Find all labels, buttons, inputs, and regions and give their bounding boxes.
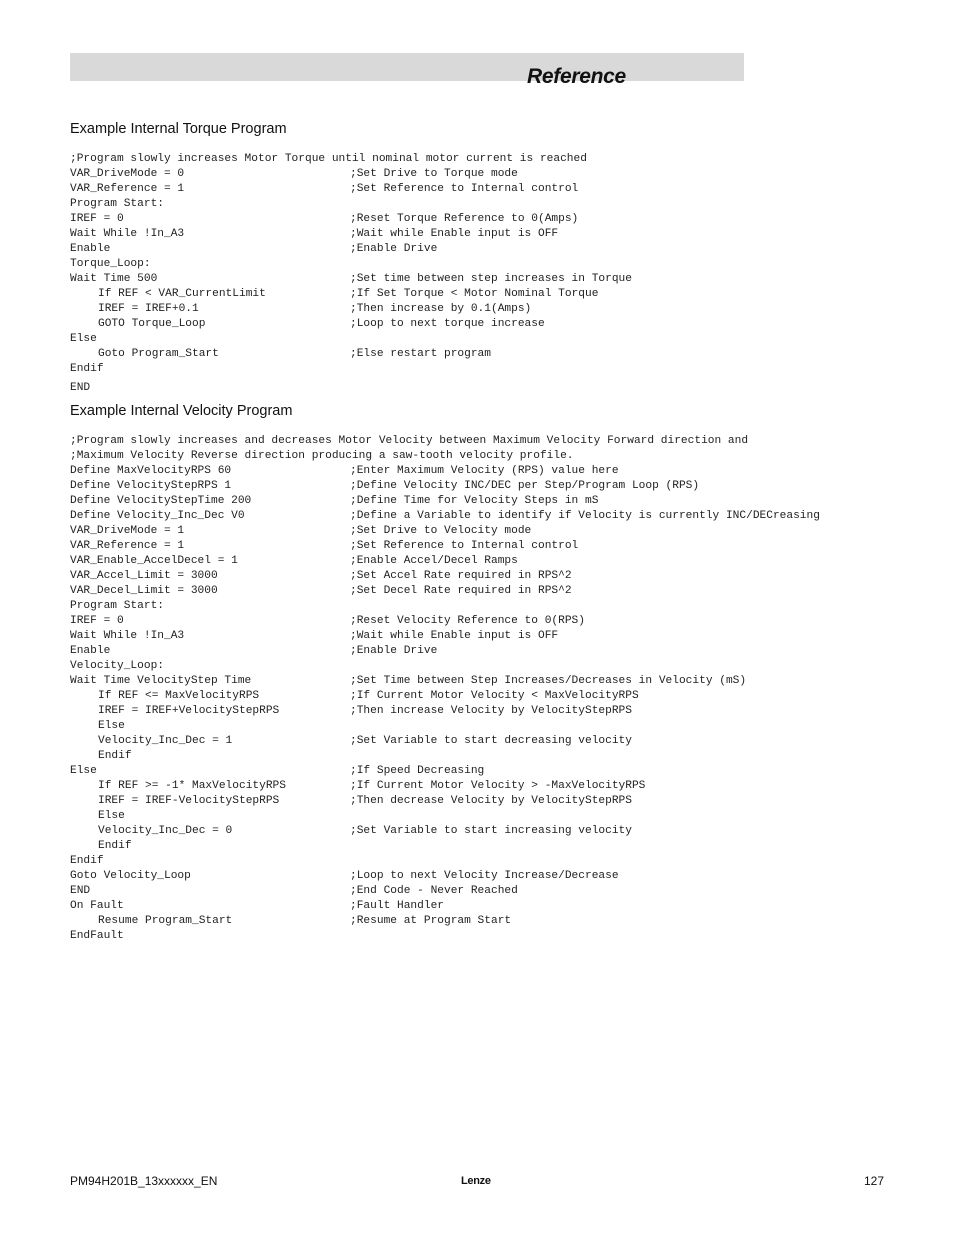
code-comment: ;Set Reference to Internal control: [350, 540, 579, 552]
code-statement: IREF = 0: [70, 213, 124, 225]
footer-page-number: 127: [864, 1174, 885, 1188]
code-comment: ;Loop to next Velocity Increase/Decrease: [350, 870, 619, 882]
code-statement: Define VelocityStepTime 200: [70, 495, 252, 507]
code-line: [70, 869, 940, 884]
code-comment: ;Reset Torque Reference to 0(Amps): [350, 213, 579, 225]
code-statement: Program Start:: [70, 600, 164, 612]
code-line: [70, 332, 940, 347]
code-line: [70, 227, 940, 242]
code-comment: ;Set Drive to Torque mode: [350, 168, 518, 180]
code-comment: ;Then increase by 0.1(Amps): [350, 303, 532, 315]
code-line: [70, 317, 940, 332]
code-comment: ;Enter Maximum Velocity (RPS) value here: [350, 465, 619, 477]
code-line: [70, 794, 940, 809]
code-statement: EndFault: [70, 930, 124, 942]
code-line: [70, 464, 940, 479]
code-line: [70, 764, 940, 779]
code-statement: Goto Velocity_Loop: [70, 870, 191, 882]
code-comment: ;Set time between step increases in Torque: [350, 273, 632, 285]
code-statement: On Fault: [70, 900, 124, 912]
code-statement: END: [70, 382, 91, 394]
code-statement: Endif: [70, 855, 104, 867]
code-statement: Endif: [98, 840, 132, 852]
code-comment: ;If Speed Decreasing: [350, 765, 485, 777]
code-comment: ;Set Variable to start increasing velocity: [350, 825, 632, 837]
code-line: [70, 599, 940, 614]
code-line: [70, 569, 940, 584]
code-comment: ;If Current Motor Velocity > -MaxVelocityRPS: [350, 780, 646, 792]
code-comment: ;Program slowly increases Motor Torque until nominal motor current is reached: [70, 153, 587, 165]
code-comment: ;End Code - Never Reached: [350, 885, 518, 897]
code-statement: IREF = IREF-VelocityStepRPS: [98, 795, 280, 807]
code-line: [70, 347, 940, 362]
code-comment: ;Reset Velocity Reference to 0(RPS): [350, 615, 585, 627]
code-line: [70, 167, 940, 182]
code-statement: END: [70, 885, 91, 897]
code-statement: Velocity_Loop:: [70, 660, 164, 672]
code-statement: Program Start:: [70, 198, 164, 210]
code-line: [70, 554, 940, 569]
code-comment: ;Then increase Velocity by VelocityStepRPS: [350, 705, 632, 717]
velocity-program-code: [70, 434, 940, 944]
code-line: [70, 629, 940, 644]
code-line: [70, 197, 940, 212]
code-statement: Else: [70, 333, 97, 345]
code-statement: Velocity_Inc_Dec = 0: [98, 825, 233, 837]
code-statement: If REF <= MaxVelocityRPS: [98, 690, 260, 702]
code-statement: Resume Program_Start: [98, 915, 233, 927]
code-statement: IREF = IREF+VelocityStepRPS: [98, 705, 280, 717]
code-comment: ;Enable Drive: [350, 645, 438, 657]
code-line: [70, 212, 940, 227]
code-statement: Wait While !In_A3: [70, 630, 185, 642]
torque-program-heading: Example Internal Torque Program: [70, 121, 287, 137]
code-comment: ;Set Reference to Internal control: [350, 183, 579, 195]
velocity-program-heading: Example Internal Velocity Program: [70, 403, 293, 419]
code-line: [70, 242, 940, 257]
code-line: [70, 539, 940, 554]
code-statement: Else: [98, 810, 125, 822]
code-line: [70, 704, 940, 719]
code-line: [70, 854, 940, 869]
code-line: [70, 719, 940, 734]
code-statement: Endif: [70, 363, 104, 375]
code-comment: ;Then decrease Velocity by VelocityStepRPS: [350, 795, 632, 807]
code-comment: ;Define Time for Velocity Steps in mS: [350, 495, 599, 507]
code-comment: ;Loop to next torque increase: [350, 318, 545, 330]
code-line: [70, 689, 940, 704]
code-comment: ;Wait while Enable input is OFF: [350, 228, 559, 240]
code-line: [70, 899, 940, 914]
code-statement: IREF = 0: [70, 615, 124, 627]
code-statement: If REF >= -1* MaxVelocityRPS: [98, 780, 286, 792]
code-line: [70, 302, 940, 317]
footer-doc-id: PM94H201B_13xxxxxx_EN: [70, 1174, 218, 1188]
code-statement: Wait Time 500: [70, 273, 158, 285]
code-statement: VAR_Decel_Limit = 3000: [70, 585, 218, 597]
code-statement: Goto Program_Start: [98, 348, 219, 360]
code-line: [70, 272, 940, 287]
footer-brand-logo: Lenze: [461, 1175, 491, 1187]
code-statement: GOTO Torque_Loop: [98, 318, 206, 330]
code-comment: ;Define Velocity INC/DEC per Step/Program Loop (RPS): [350, 480, 700, 492]
code-line: [70, 914, 940, 929]
code-statement: Define VelocityStepRPS 1: [70, 480, 232, 492]
code-line: [70, 734, 940, 749]
code-statement: Wait While !In_A3: [70, 228, 185, 240]
page-title: Reference: [527, 65, 626, 88]
code-statement: Wait Time VelocityStep Time: [70, 675, 252, 687]
code-line: [70, 152, 940, 167]
code-statement: VAR_Reference = 1: [70, 540, 185, 552]
code-comment: ;Set Drive to Velocity mode: [350, 525, 532, 537]
code-statement: If REF < VAR_CurrentLimit: [98, 288, 266, 300]
code-line: [70, 779, 940, 794]
code-comment: ;Enable Drive: [350, 243, 438, 255]
code-comment: ;Set Decel Rate required in RPS^2: [350, 585, 572, 597]
header-bar: [70, 53, 744, 81]
code-line: [70, 434, 940, 449]
code-statement: Define Velocity_Inc_Dec V0: [70, 510, 245, 522]
code-statement: Define MaxVelocityRPS 60: [70, 465, 232, 477]
code-statement: Else: [98, 720, 125, 732]
code-line: [70, 644, 940, 659]
code-statement: Endif: [98, 750, 132, 762]
code-comment: ;Set Accel Rate required in RPS^2: [350, 570, 572, 582]
code-comment: ;Set Variable to start decreasing velocity: [350, 735, 632, 747]
code-statement: VAR_Reference = 1: [70, 183, 185, 195]
torque-program-code: [70, 152, 940, 396]
code-comment: ;Wait while Enable input is OFF: [350, 630, 559, 642]
code-statement: Velocity_Inc_Dec = 1: [98, 735, 233, 747]
code-comment: ;Program slowly increases and decreases Motor Velocity between Maximum Velocity Forward direction and: [70, 435, 749, 447]
code-statement: IREF = IREF+0.1: [98, 303, 199, 315]
code-line: [70, 584, 940, 599]
code-line: [70, 524, 940, 539]
code-line: [70, 659, 940, 674]
code-line: [70, 674, 940, 689]
code-line: [70, 614, 940, 629]
code-comment: ;Fault Handler: [350, 900, 444, 912]
code-line: [70, 381, 940, 396]
code-line: [70, 362, 940, 377]
code-line: [70, 449, 940, 464]
code-statement: VAR_DriveMode = 0: [70, 168, 185, 180]
code-comment: ;Define a Variable to identify if Velocity is currently INC/DECreasing: [350, 510, 820, 522]
code-line: [70, 287, 940, 302]
code-line: [70, 884, 940, 899]
code-statement: Torque_Loop:: [70, 258, 151, 270]
code-line: [70, 929, 940, 944]
code-comment: ;If Set Torque < Motor Nominal Torque: [350, 288, 599, 300]
code-statement: VAR_Accel_Limit = 3000: [70, 570, 218, 582]
code-line: [70, 749, 940, 764]
code-comment: ;Enable Accel/Decel Ramps: [350, 555, 518, 567]
code-comment: ;If Current Motor Velocity < MaxVelocityRPS: [350, 690, 639, 702]
code-line: [70, 257, 940, 272]
code-comment: ;Maximum Velocity Reverse direction producing a saw-tooth velocity profile.: [70, 450, 574, 462]
code-comment: ;Resume at Program Start: [350, 915, 512, 927]
code-statement: Enable: [70, 645, 111, 657]
code-line: [70, 494, 940, 509]
code-statement: Enable: [70, 243, 111, 255]
code-line: [70, 479, 940, 494]
code-statement: VAR_DriveMode = 1: [70, 525, 185, 537]
code-statement: VAR_Enable_AccelDecel = 1: [70, 555, 238, 567]
code-line: [70, 824, 940, 839]
code-comment: ;Set Time between Step Increases/Decreases in Velocity (mS): [350, 675, 747, 687]
code-line: [70, 509, 940, 524]
code-line: [70, 182, 940, 197]
code-line: [70, 839, 940, 854]
code-statement: Else: [70, 765, 97, 777]
code-comment: ;Else restart program: [350, 348, 491, 360]
code-line: [70, 809, 940, 824]
